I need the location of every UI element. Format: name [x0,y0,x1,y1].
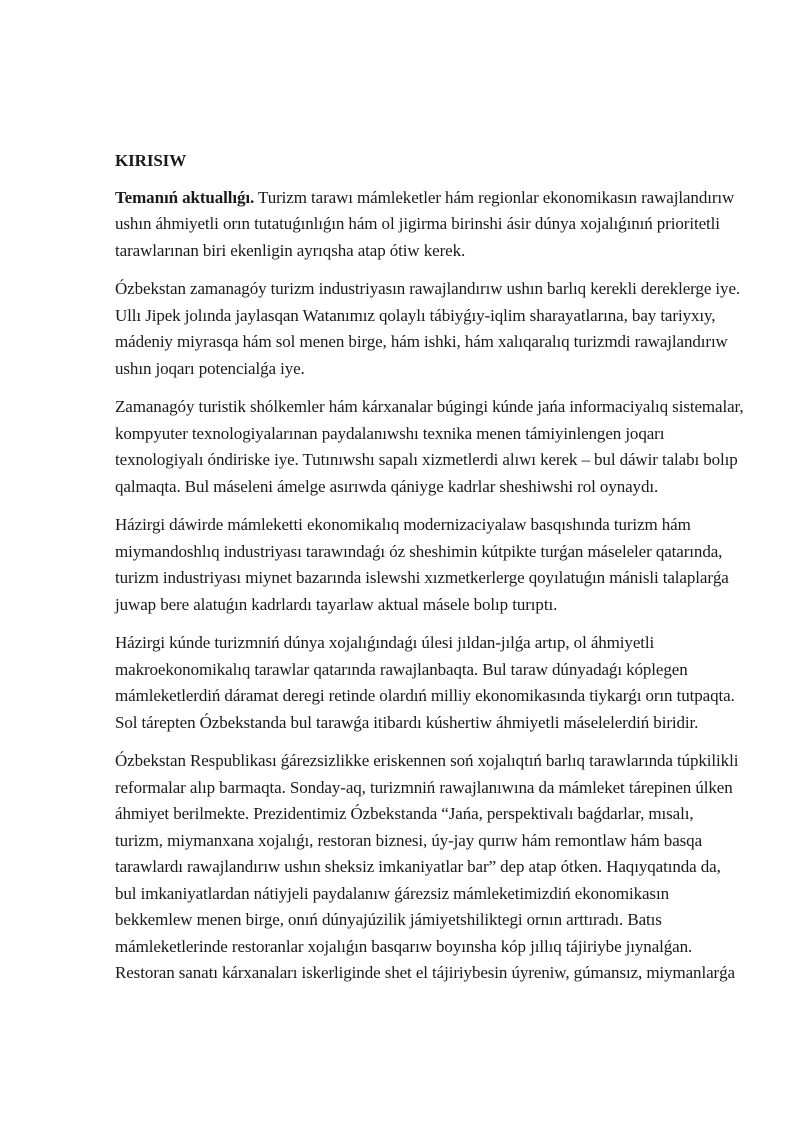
paragraph-text: Házirgi kúnde turizmniń dúnya xojalıǵındaǵı úlesi jıldan-jılǵa artıp, ol áhmiyetli makroekonomikalıq tarawlar qatarında rawajlanbaqta. Bul taraw dúnyadaǵı kóplegen mámleketlerdiń dáramat deregi retinde olardıń milliy ekonomikasında tiykarǵı orın tutpaqta. Sol tárepten Ózbekstanda bul tarawǵa itibardı kúshertiw áhmiyetli máselelerdiń biridir. [115,633,735,732]
paragraph [115,512,745,618]
paragraph-text: Zamanagóy turistik shólkemler hám kárxanalar búgingi kúnde jańa informaciyalıq sistemalar, kompyuter texnologiyalarınan paydalanıwshı texnika menen támiyinlengen joqarı texnologiyalı óndiriske iye. Tutınıwshı sapalı xizmetlerdi alıwı kerek – bul dáwir talabı bolıp qalmaqta. Bul máseleni ámelge asırıwda qániyge kadrlar sheshiwshi rol oynaydı. [115,397,744,496]
paragraph-lead: Temanıń aktuallıǵı. [115,187,255,207]
paragraph-text: Ózbekstan Respublikası ǵárezsizlikke eriskennen soń xojalıqtıń barlıq tarawlarında túpkilikli reformalar alıp barmaqta. Sonday-aq, turizmniń rawajlanıwına da mámleket tárepinen úlken áhmiyet berilmekte. Prezidentimiz Ózbekstanda “Jańa, perspektivalı baǵdarlar, mısalı, turizm, miymanxana xojalıǵı, restoran biznesi, úy-jay qurıw hám remontlaw hám basqa tarawlardı rawajlandırıw ushın sheksiz imkaniyatlar bar” dep atap ótken. Haqıyqatında da, bul imkaniyatlardan nátiyjeli paydalanıw ǵárezsiz mámleketimizdiń ekonomikasın bekkemlew menen birge, onıń dúnyajúzilik jámiyetshiliktegi ornın arttıradı. Batıs mámleketlerinde restoranlar xojalıǵın basqarıw boyınsha kóp jıllıq tájiriybe jıynalǵan. Restoran sanatı kárxanaları iskerliginde shet el tájiriybesin úyreniw, gúmansız, miymanlarǵa [115,751,739,982]
paragraph-text: Ózbekstan zamanagóy turizm industriyasın rawajlandırıw ushın barlıq kerekli dereklerge iye. Ullı Jipek jolında jaylasqan Watanımız qolaylı tábiyǵıy-iqlim sharayatlarına, bay tariyxıy, mádeniy miyrasqa hám sol menen birge, hám ishki, hám xalıqaralıq turizmdi rawajlandırıw ushın joqarı potencialǵa iye. [115,279,741,378]
paragraph [115,630,745,736]
paragraph-text: Turizm tarawı mámleketler hám regionlar ekonomikasın rawajlandırıw ushın áhmiyetli orın tutatuǵınlıǵın hám ol jigirma birinshi ásir dúnya xojalıǵınıń prioritetli tarawlarınan biri ekenligin ayrıqsha atap ótiw kerek. [115,187,735,260]
paragraph [115,276,745,382]
paragraph [115,394,745,500]
section-heading: KIRISIW [115,151,187,170]
document-body [115,148,745,999]
paragraph-text: Házirgi dáwirde mámleketti ekonomikalıq modernizaciyalaw basqıshında turizm hám miymandoshlıq industriyası tarawındaǵı óz sheshimin kútpikte turǵan máseleler qatarında, turizm industriyası miynet bazarında islewshi xızmetkerlerge qoyılatuǵın mánisli talaplarǵa juwap bere alatuǵın kadrlardı tayarlaw aktual másele bolıp turıptı. [115,515,729,614]
paragraph-topic-relevance [115,185,745,265]
paragraph [115,748,745,987]
